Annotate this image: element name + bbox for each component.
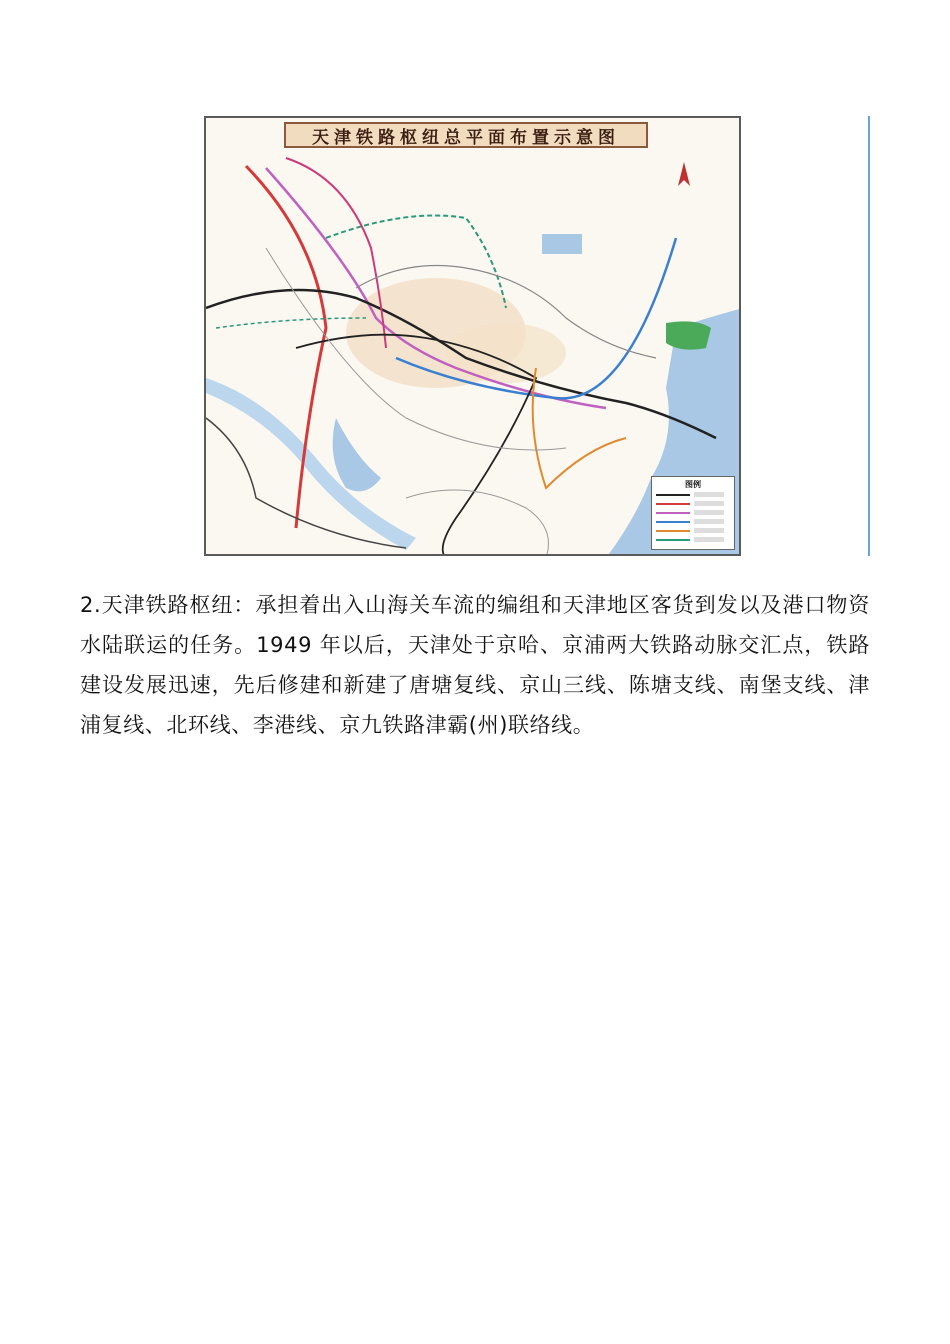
- lake: [542, 234, 582, 254]
- legend-label-bar: [694, 510, 724, 515]
- legend-label-bar: [694, 528, 724, 533]
- legend-swatch: [656, 512, 690, 514]
- map-title: 天津铁路枢纽总平面布置示意图: [284, 122, 648, 148]
- legend-row: [652, 526, 734, 535]
- legend-row: [652, 508, 734, 517]
- urban-area: [446, 323, 566, 383]
- legend-row: [652, 535, 734, 544]
- legend-swatch: [656, 494, 690, 496]
- legend-label-bar: [694, 501, 724, 506]
- legend-swatch: [656, 503, 690, 505]
- legend-row: [652, 499, 734, 508]
- legend-row: [652, 517, 734, 526]
- reservoir: [333, 418, 381, 491]
- legend-label-bar: [694, 537, 724, 542]
- green-area: [666, 321, 711, 349]
- road: [406, 490, 549, 556]
- railway-map-figure: [204, 116, 741, 556]
- legend-swatch: [656, 521, 690, 523]
- legend-swatch: [656, 530, 690, 532]
- legend-title: 图例: [685, 480, 701, 489]
- legend-label-bar: [694, 492, 724, 497]
- railway-line: [216, 318, 366, 328]
- north-arrow: [678, 162, 690, 186]
- legend-label-bar: [694, 519, 724, 524]
- legend-swatch: [656, 539, 690, 541]
- paragraph-text: 2.天津铁路枢纽：承担着出入山海关车流的编组和天津地区客货到发以及港口物资水陆联运的任务。1949 年以后，天津处于京哈、京浦两大铁路动脉交汇点，铁路建设发展迅速，先后修建和新建了唐塘复线、京山三线、陈塘支线、南堡支线、津浦复线、北环线、李港线、京九铁路津霸(州)联络线。: [80, 593, 870, 737]
- legend-row: [652, 490, 734, 499]
- margin-line: [868, 116, 870, 556]
- body-paragraph: [80, 585, 870, 745]
- map-legend: [651, 476, 735, 550]
- railway-line: [533, 368, 626, 488]
